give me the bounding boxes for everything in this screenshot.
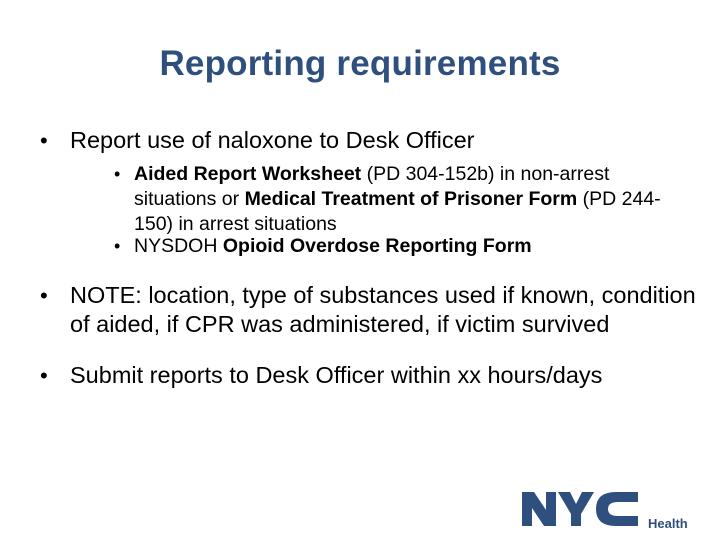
bullet-item: • NOTE: location, type of substances used if known, condition of aided, if CPR was administered, if victim survived	[40, 281, 700, 339]
sub-bullet-bold: Opioid Overdose Reporting Form	[222, 235, 532, 257]
sub-bullet-list	[40, 162, 700, 259]
bullet-item: • Report use of naloxone to Desk Officer	[40, 126, 700, 155]
sub-bullet-item	[114, 234, 690, 259]
sub-bullet-bold: Medical Treatment of Prisoner Form	[244, 188, 578, 210]
logo-health-label: Health	[648, 516, 688, 531]
sub-bullet-bold: Aided Report Worksheet	[134, 163, 362, 185]
bullet-item: • Submit reports to Desk Officer within xx hours/days	[40, 361, 700, 390]
sub-bullet-text: (PD 244-150) in arrest situations	[134, 188, 661, 235]
sub-bullet-item	[114, 162, 690, 237]
nyc-logo-mark	[520, 486, 645, 532]
sub-bullet-text: (PD 304-152b) in non-arrest situations or	[134, 163, 610, 210]
sub-bullet-text: NYSDOH	[134, 235, 223, 257]
bullet-list	[40, 126, 700, 412]
slide-title: Reporting requirements	[159, 44, 561, 83]
